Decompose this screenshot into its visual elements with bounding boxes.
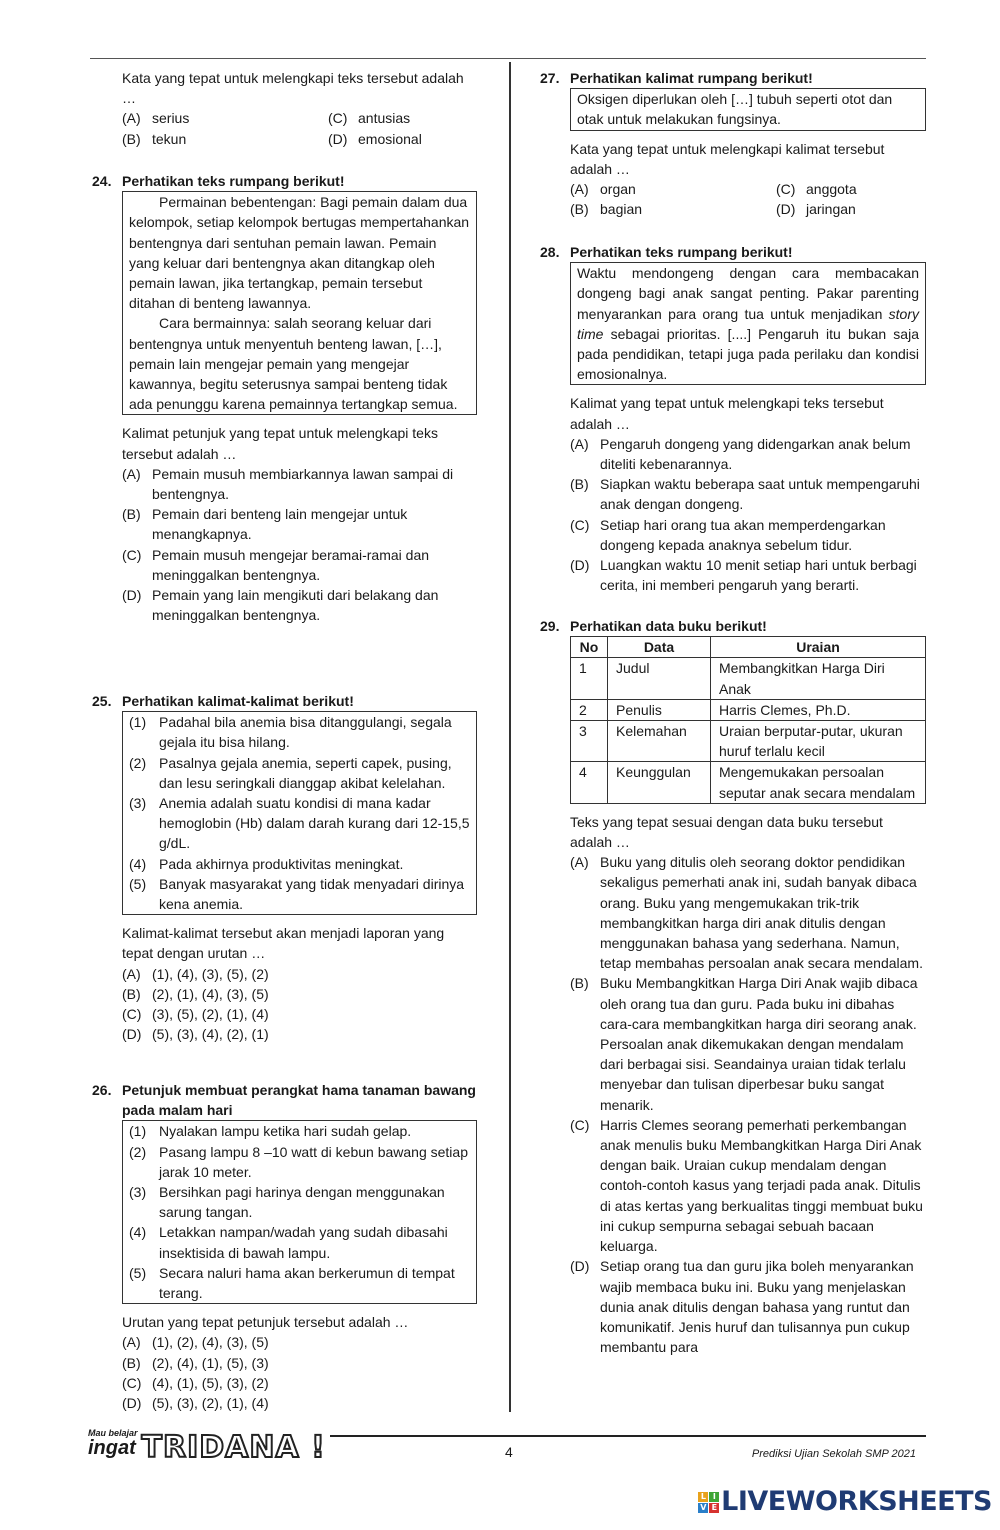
answer-option[interactable] (122, 504, 477, 544)
option-label: (B) (570, 201, 589, 218)
option-text: (3), (5), (2), (1), (4) (152, 1006, 269, 1023)
text-box (570, 262, 926, 385)
question-25 (92, 691, 477, 1044)
icon-letter: L (698, 1492, 708, 1502)
option-label: (C) (570, 1116, 590, 1133)
question-body (570, 88, 926, 219)
option-text: Setiap hari orang tua akan memperdengarkan dongeng kepada anaknya sebelum tidur. (600, 516, 886, 553)
answer-option[interactable] (570, 555, 926, 595)
item-number: (2) (129, 1143, 147, 1160)
answer-options (122, 964, 477, 1045)
item-text: Bersihkan pagi harinya dengan menggunakan sarung tangan. (159, 1184, 445, 1221)
answer-options (122, 108, 477, 148)
option-text: Setiap orang tua dan guru jika boleh menyarankan wajib membaca buku ini. Buku yang menjelaskan dunia anak ditulis dengan bahasa yang runtut dan komunikatif. Jenis huruf dan tulisannya pun cukup membantu para (600, 1258, 914, 1356)
option-label: (B) (570, 975, 589, 992)
question-number: 29. (540, 618, 560, 634)
option-text: Pemain musuh mengejar beramai-ramai dan meninggalkan bentengnya. (152, 546, 430, 583)
table-cell: Penulis (608, 699, 711, 720)
answer-option[interactable] (122, 1373, 477, 1393)
question-prompt: Kalimat-kalimat tersebut akan menjadi laporan yang tepat dengan urutan … (122, 925, 445, 962)
question-prompt: Teks yang tepat sesuai dengan data buku tersebut adalah … (570, 813, 883, 851)
option-label: (A) (570, 435, 589, 452)
question-prompt: Kalimat yang tepat untuk melengkapi teks tersebut adalah … (570, 395, 884, 432)
answer-option[interactable] (122, 464, 477, 504)
box-list-item (129, 1263, 470, 1303)
question-27 (540, 68, 926, 219)
option-label: (A) (570, 181, 589, 198)
option-label: (C) (122, 1374, 142, 1391)
answer-option[interactable] (122, 1393, 477, 1413)
option-label: (A) (122, 110, 141, 127)
answer-options (570, 852, 926, 1357)
option-text: Pemain yang lain mengikuti dari belakang dan meninggalkan bentengnya. (152, 587, 439, 624)
liveworksheets-watermark (698, 1486, 992, 1518)
item-number: (4) (129, 1224, 147, 1241)
item-text: Letakkan nampan/wadah yang sudah dibasahi insektisida di bawah lampu. (159, 1224, 448, 1261)
question-body (122, 1120, 477, 1413)
option-text: (1), (2), (4), (3), (5) (152, 1334, 269, 1351)
question-body (570, 636, 926, 1357)
question-title (92, 691, 477, 711)
item-number: (1) (129, 714, 147, 731)
option-text: (4), (1), (5), (3), (2) (152, 1374, 269, 1391)
question-prompt: Kata yang tepat untuk melengkapi kalimat tersebut adalah … (570, 140, 885, 177)
icon-letter: E (709, 1503, 719, 1513)
table-row (571, 762, 926, 803)
item-number: (5) (129, 1264, 147, 1281)
answer-option[interactable] (570, 474, 926, 514)
option-label: (B) (122, 985, 141, 1002)
icon-letter: I (709, 1492, 719, 1502)
option-text: (5), (3), (2), (1), (4) (152, 1395, 269, 1412)
question-prompt: Kalimat petunjuk yang tepat untuk melengkapi teks tersebut adalah … (122, 425, 438, 462)
box-paragraph: Oksigen diperlukan oleh […] tubuh seperti otot dan otak untuk melakukan fungsinya. (577, 91, 893, 128)
top-rule (90, 58, 926, 59)
question-number: 27. (540, 70, 560, 86)
question-29 (540, 616, 926, 1357)
answer-option[interactable] (776, 199, 926, 219)
question-title (92, 1080, 477, 1120)
box-list-item (129, 1121, 470, 1141)
option-label: (D) (570, 1258, 590, 1275)
table-cell: 1 (571, 658, 608, 699)
box-paragraph: Cara bermainnya: salah seorang keluar dari bentengnya untuk menyentuh benteng lawan, […], pemain lain mengejar pemain yang mengejar kawannya, begitu seterusnya sampai benteng tidak ada penunggu karena pemainnya tertangkap semua. (129, 315, 458, 413)
option-text: antusias (358, 110, 411, 127)
box-list-item (129, 1222, 470, 1262)
box-list-item (129, 793, 470, 854)
question-prompt: Kata yang tepat untuk melengkapi teks tersebut adalah … (122, 70, 464, 107)
option-text: Buku Membangkitkan Harga Diri Anak wajib dibaca oleh orang tua dan guru. Pada buku ini dibahas cara-cara membangkitkan harga diri seorang anak. Persoalan anak dikemukakan dengan mendalam dari berbagai sisi. Seandainya uraian tidak terlalu menyebar dan tulisan diperbesar buku sangat menarik. (600, 975, 918, 1113)
question-body (570, 262, 926, 595)
item-text: Banyak masyarakat yang tidak menyadari dirinya kena anemia. (159, 875, 465, 913)
answer-option[interactable] (122, 964, 477, 984)
text-box (570, 88, 926, 130)
option-label: (A) (122, 1334, 141, 1351)
question-heading: Perhatikan teks rumpang berikut! (570, 244, 793, 260)
question-body (122, 191, 477, 625)
option-text: jaringan (806, 201, 856, 218)
answer-option[interactable] (328, 129, 477, 149)
answer-option[interactable] (122, 545, 477, 585)
answer-options (570, 179, 926, 219)
question-26 (92, 1080, 477, 1413)
option-text: bagian (600, 201, 643, 218)
answer-options (122, 464, 477, 626)
table-cell: Uraian berputar-putar, ukuran huruf terlalu kecil (711, 721, 926, 762)
question-number: 28. (540, 244, 560, 260)
answer-option[interactable] (122, 1353, 477, 1373)
option-label: (B) (122, 130, 141, 147)
table-header: Data (608, 637, 711, 658)
option-label: (A) (570, 854, 589, 871)
option-label: (C) (776, 181, 796, 198)
table-cell: 2 (571, 699, 608, 720)
option-label: (D) (570, 557, 590, 574)
page-number: 4 (505, 1444, 513, 1460)
option-label: (D) (122, 1395, 142, 1412)
option-label: (C) (570, 516, 590, 533)
question-body (122, 68, 477, 149)
item-number: (3) (129, 1184, 147, 1201)
option-text: (2), (4), (1), (5), (3) (152, 1354, 269, 1371)
option-label: (B) (122, 506, 141, 523)
table-cell: Kelemahan (608, 721, 711, 762)
item-number: (5) (129, 875, 147, 892)
box-list-item (129, 753, 470, 793)
option-text: Siapkan waktu beberapa saat untuk mempengaruhi anak dengan dongeng. (600, 476, 920, 513)
item-text: Anemia adalah suatu kondisi di mana kadar hemoglobin (Hb) dalam darah kurang dari 12-15,5 g/dL. (159, 795, 470, 852)
question-heading: Perhatikan kalimat-kalimat berikut! (122, 693, 354, 709)
box-paragraph: Waktu mendongeng dengan cara membacakan dongeng bagi anak sangat penting. Pakar parenting menyarankan para orang tua untuk menjadikan story time sebagai prioritas. [....] Pengaruh itu bukan saja pada pendidikan, tetapi juga pada perilaku dan kondisi emosionalnya. (577, 265, 919, 383)
answer-option[interactable] (776, 179, 926, 199)
answer-option[interactable] (570, 199, 776, 219)
icon-letter: V (698, 1503, 708, 1513)
box-list-item (129, 854, 470, 874)
answer-option[interactable] (570, 1115, 926, 1256)
answer-option[interactable] (570, 434, 926, 474)
box-list-item (129, 1182, 470, 1222)
table-cell: Judul (608, 658, 711, 699)
option-text: Buku yang ditulis oleh seorang doktor pendidikan sekaligus pemerhati anak ini, sudah banyak dibaca orang. Buku yang mengemukakan trik-trik membangkitkan harga diri anak ditulis dengan menggunakan bahasa yang sederhana. Namun, tetap membahas persoalan anak secara mendalam. (600, 854, 923, 972)
question-title (540, 242, 926, 262)
item-number: (3) (129, 795, 147, 812)
answer-option[interactable] (570, 852, 926, 973)
option-label: (D) (776, 201, 796, 218)
option-text: organ (600, 181, 636, 198)
box-list-item (129, 1142, 470, 1182)
option-text: emosional (358, 130, 422, 147)
question-heading: Petunjuk membuat perangkat hama tanaman bawang pada malam hari (122, 1082, 476, 1119)
question-heading: Perhatikan data buku berikut! (570, 618, 767, 634)
text-box (122, 1120, 477, 1304)
tridana-logo (88, 1428, 326, 1465)
table-row (571, 721, 926, 762)
question-prompt: Urutan yang tepat petunjuk tersebut adalah … (122, 1314, 409, 1331)
liveworksheets-icon (698, 1492, 719, 1513)
question-heading: Perhatikan teks rumpang berikut! (122, 173, 345, 189)
question-23-continued (92, 68, 477, 149)
box-list-item (129, 712, 470, 752)
answer-option[interactable] (122, 585, 477, 625)
option-text: tekun (152, 130, 187, 147)
item-text: Nyalakan lampu ketika hari sudah gelap. (159, 1123, 412, 1140)
question-heading: Perhatikan kalimat rumpang berikut! (570, 70, 813, 86)
text-box (122, 711, 477, 915)
logo-ingat: ingat (88, 1437, 136, 1459)
text-box (122, 191, 477, 415)
answer-options (122, 1332, 477, 1413)
question-number: 26. (92, 1082, 112, 1098)
option-text: Harris Clemes seorang pemerhati perkembangan anak menulis buku Membangkitkan Harga Diri Anak dengan baik. Uraian cukup mendalam dengan contoh-contoh kasus yang terjadi pada anak. Ditulis di atas kertas yang berkualitas tinggi membuat buku ini cukup sempurna sebagai sebuah bacaan keluarga. (600, 1116, 923, 1255)
table-row (571, 658, 926, 699)
table-cell: Mengemukakan persoalan seputar anak secara mendalam (711, 762, 926, 803)
option-label: (B) (570, 476, 589, 493)
question-title (540, 616, 926, 636)
table-cell: Membangkitkan Harga Diri Anak (711, 658, 926, 699)
table-cell: 4 (571, 762, 608, 803)
option-label: (D) (328, 130, 348, 147)
table-header: Uraian (711, 637, 926, 658)
option-label: (C) (328, 110, 348, 127)
table-header: No (571, 637, 608, 658)
table-cell: 3 (571, 721, 608, 762)
watermark-text: LIVEWORKSHEETS (721, 1486, 992, 1518)
option-label: (C) (122, 1006, 142, 1023)
box-paragraph: Permainan bebentengan: Bagi pemain dalam dua kelompok, setiap kelompok bertugas mempertahankan bentengnya dari sentuhan pemain lawan. Pemain yang keluar dari bentengnya akan ditangkap oleh pemain lawan, jika tertangkap, pemain tersebut ditahan di benteng lawannya. (129, 194, 470, 312)
option-label: (B) (122, 1354, 141, 1371)
answer-options (570, 434, 926, 596)
item-text: Pada akhirnya produktivitas meningkat. (159, 855, 404, 872)
answer-option[interactable] (122, 1024, 477, 1044)
option-label: (D) (122, 587, 142, 604)
answer-option[interactable] (122, 1004, 477, 1024)
answer-option[interactable] (122, 129, 328, 149)
option-text: Pemain musuh membiarkannya lawan sampai di bentengnya. (152, 465, 454, 503)
logo-tagline: Mau belajar (88, 1428, 138, 1438)
option-text: Pemain dari benteng lain mengejar untuk menangkapnya. (152, 506, 408, 543)
box-list-item (129, 874, 470, 914)
item-text: Secara naluri hama akan berkerumun di tempat terang. (159, 1264, 455, 1302)
item-text: Padahal bila anemia bisa ditanggulangi, segala gejala itu bisa hilang. (159, 714, 452, 751)
book-data-table (570, 636, 926, 804)
option-text: (5), (3), (4), (2), (1) (152, 1026, 269, 1043)
answer-option[interactable] (570, 1256, 926, 1357)
table-cell: Harris Clemes, Ph.D. (711, 699, 926, 720)
question-28 (540, 242, 926, 595)
question-body (122, 711, 477, 1044)
question-number: 24. (92, 173, 112, 189)
item-number: (2) (129, 754, 147, 771)
answer-option[interactable] (122, 1332, 477, 1352)
option-text: anggota (806, 181, 857, 198)
table-header-row (571, 637, 926, 658)
option-text: (2), (1), (4), (3), (5) (152, 985, 269, 1002)
option-text: Pengaruh dongeng yang didengarkan anak belum diteliti kebenarannya. (600, 435, 911, 473)
question-number: 25. (92, 693, 112, 709)
option-text: Luangkan waktu 10 menit setiap hari untuk berbagi cerita, ini memberi pengaruh yang berarti. (600, 557, 917, 594)
table-cell: Keunggulan (608, 762, 711, 803)
answer-option[interactable] (122, 984, 477, 1004)
footer-rule (330, 1435, 926, 1437)
answer-option[interactable] (570, 973, 926, 1114)
answer-option[interactable] (328, 108, 477, 128)
option-text: serius (152, 110, 190, 127)
answer-option[interactable] (570, 179, 776, 199)
question-title (540, 68, 926, 88)
book-title: Prediksi Ujian Sekolah SMP 2021 (751, 1448, 916, 1460)
item-text: Pasang lampu 8 –10 watt di kebun bawang setiap jarak 10 meter. (159, 1143, 468, 1180)
column-divider (509, 62, 511, 1412)
option-label: (D) (122, 1026, 142, 1043)
item-text: Pasalnya gejala anemia, seperti capek, pusing, dan lesu seringkali dianggap akibat kelelahan. (159, 754, 452, 791)
answer-option[interactable] (122, 108, 328, 128)
question-title (92, 171, 477, 191)
option-label: (C) (122, 546, 142, 563)
item-number: (4) (129, 855, 147, 872)
logo-brand: TRIDANA ! (141, 1429, 326, 1465)
option-text: (1), (4), (3), (5), (2) (152, 965, 269, 982)
option-label: (A) (122, 965, 141, 982)
table-row (571, 699, 926, 720)
item-number: (1) (129, 1123, 147, 1140)
option-label: (A) (122, 465, 141, 482)
answer-option[interactable] (570, 515, 926, 555)
question-24 (92, 171, 477, 625)
